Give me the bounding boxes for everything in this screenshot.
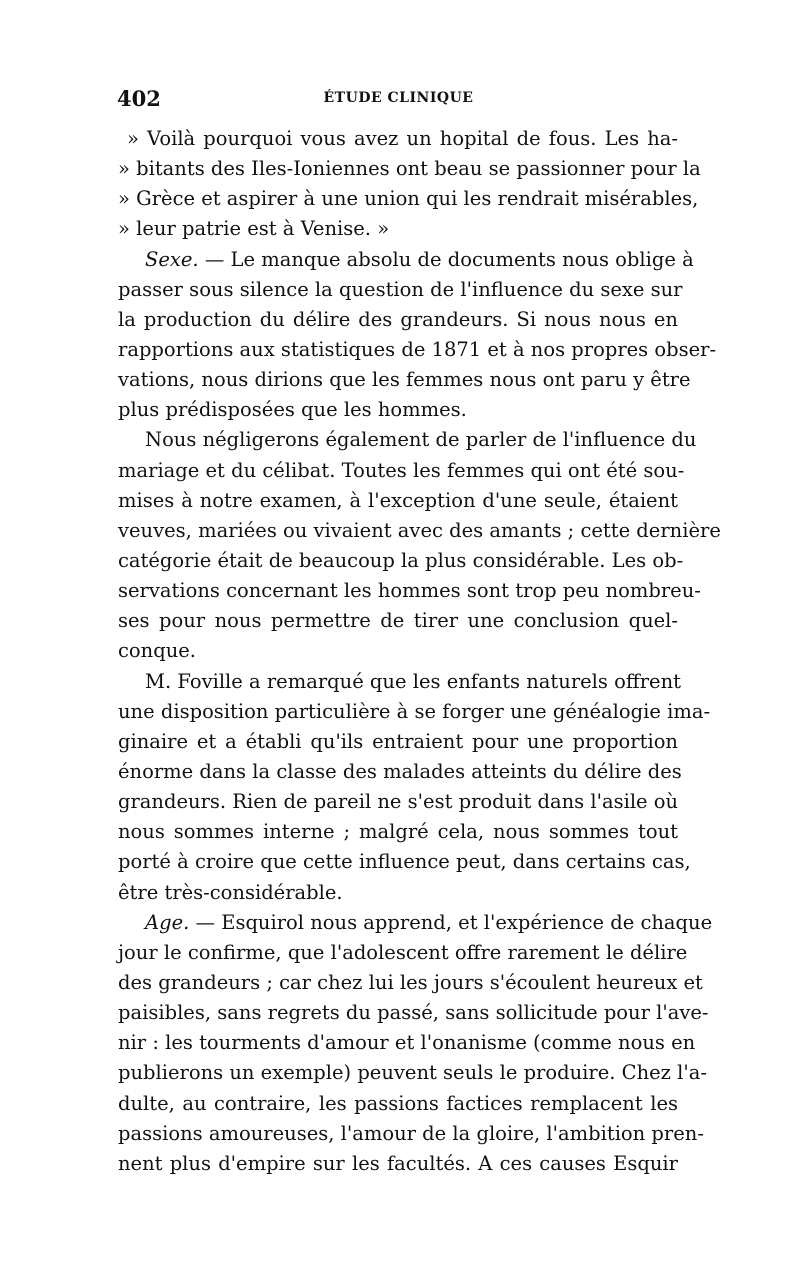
text-line: nous sommes interne ; malgré cela, nous sommes tout [118, 820, 678, 844]
text-line: mariage et du célibat. Toutes les femmes qui ont été sou- [118, 458, 685, 482]
text-line: nir : les tourments d'amour et l'onanisme (comme nous en [118, 1031, 696, 1055]
text-line: ses pour nous permettre de tirer une conclusion quel- [118, 609, 678, 633]
text-line: nent plus d'empire sur les facultés. A ces causes Esquir [118, 1151, 678, 1175]
section-term: Sexe. [145, 247, 199, 271]
text-line: conque. [118, 639, 196, 663]
text-line: plus prédisposées que les hommes. [118, 398, 467, 422]
body-text [118, 124, 721, 1179]
running-head: ÉTUDE CLINIQUE [323, 90, 474, 106]
text-line: paisibles, sans regrets du passé, sans sollicitude pour l'ave- [118, 1001, 709, 1025]
text-line: Nous négligerons également de parler de l'influence du [145, 428, 697, 452]
text-line: M. Foville a remarqué que les enfants naturels offrent [145, 669, 681, 693]
text-line: publierons un exemple) peuvent seuls le produire. Chez l'a- [118, 1061, 707, 1085]
text-line: Sexe. — Le manque absolu de documents nous oblige à [145, 247, 694, 271]
text-line: catégorie était de beaucoup la plus considérable. Les ob- [118, 548, 684, 572]
text-line: » Voilà pourquoi vous avez un hopital de fous. Les ha- [127, 127, 678, 150]
section-term: Age. [145, 910, 190, 934]
text-line: des grandeurs ; car chez lui les jours s'écoulent heureux et [118, 970, 703, 994]
text-line: être très-considérable. [118, 880, 343, 904]
text-line: passions amoureuses, l'amour de la gloire, l'ambition pren- [118, 1121, 704, 1145]
text-line: rapportions aux statistiques de 1871 et à nos propres obser- [118, 337, 717, 361]
text-line: la production du délire des grandeurs. Si nous nous en [118, 307, 678, 331]
text-line: » bitants des Iles-Ioniennes ont beau se passionner pour la [118, 157, 701, 181]
text-line: dulte, au contraire, les passions factices remplacent les [118, 1091, 678, 1115]
text-line: une disposition particulière à se forger une généalogie ima- [118, 699, 711, 723]
text-line: porté à croire que cette influence peut, dans certains cas, [118, 850, 691, 874]
text-line: jour le confirme, que l'adolescent offre rarement le délire [118, 940, 688, 964]
text-line: énorme dans la classe des malades atteints du délire des [118, 759, 682, 783]
text-line: Age. — Esquirol nous apprend, et l'expérience de chaque [145, 910, 713, 934]
text-line: ginaire et a établi qu'ils entraient pour une proportion [118, 729, 678, 753]
page-number: 402 [117, 86, 161, 111]
page-header [117, 86, 680, 116]
text-line: mises à notre examen, à l'exception d'une seule, étaient [118, 488, 678, 512]
text-line: vations, nous dirions que les femmes nous ont paru y être [118, 368, 691, 392]
text-line: passer sous silence la question de l'influence du sexe sur [118, 277, 683, 301]
text-line: veuves, mariées ou vivaient avec des amants ; cette dernière [118, 518, 721, 542]
text-line: grandeurs. Rien de pareil ne s'est produit dans l'asile où [118, 790, 679, 814]
text-line: » Grèce et aspirer à une union qui les rendrait misérables, [118, 187, 699, 211]
text-line: » leur patrie est à Venise. » [118, 217, 390, 241]
text-line: servations concernant les hommes sont trop peu nombreu- [118, 579, 701, 603]
